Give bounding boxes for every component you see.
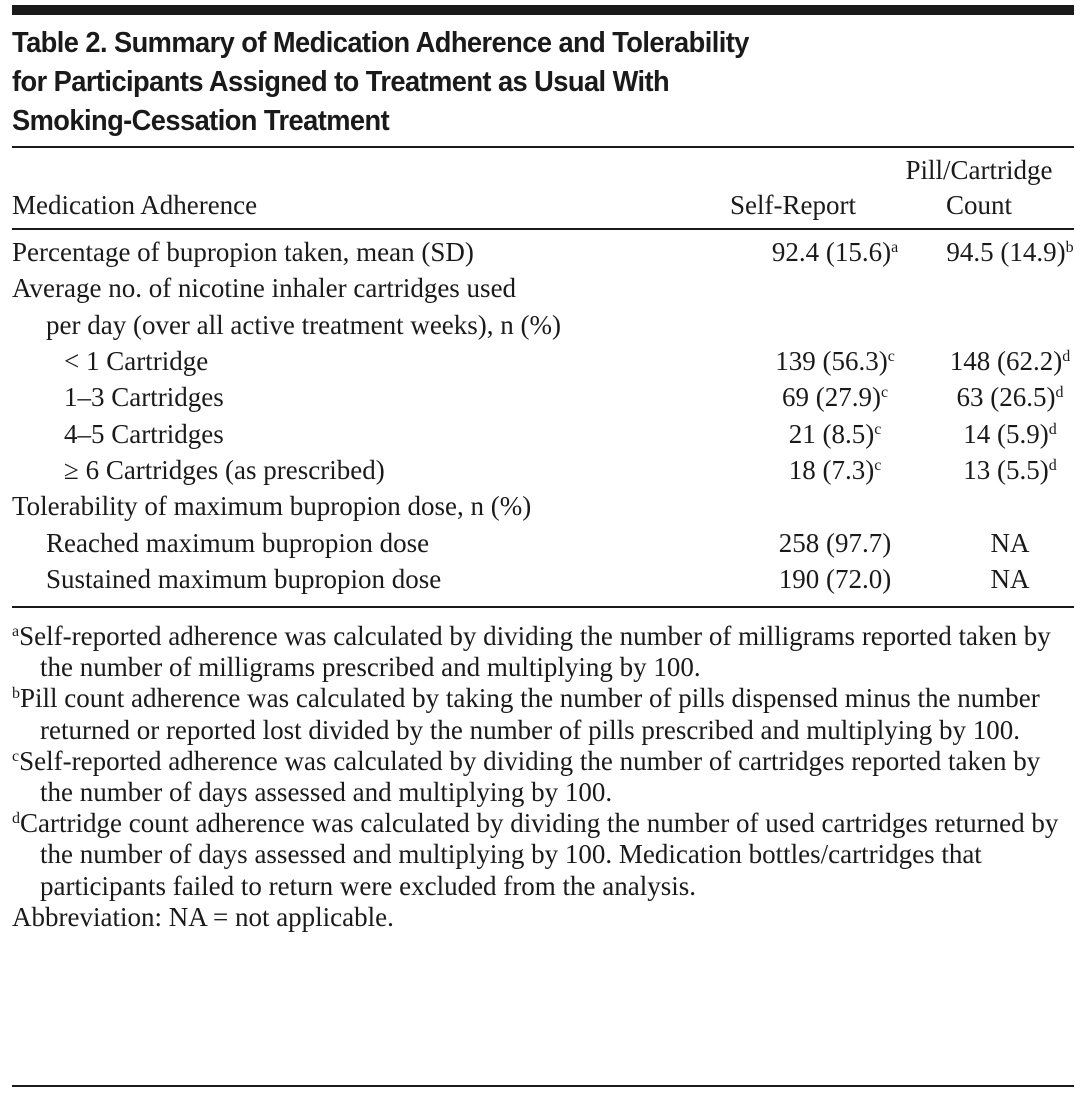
self-report-cell bbox=[724, 452, 946, 488]
cell-value: 13 (5.5) bbox=[963, 454, 1049, 485]
row-label: 1–3 Cartridges bbox=[64, 382, 224, 413]
table-row bbox=[12, 307, 1074, 343]
pill-count-cell bbox=[946, 415, 1074, 451]
footnote-mark: c bbox=[12, 747, 20, 765]
cell-value: 92.4 (15.6) bbox=[771, 237, 892, 268]
row-label: per day (over all active treatment weeks), n (%) bbox=[46, 309, 562, 340]
row-label: 4–5 Cartridges bbox=[64, 418, 224, 449]
title-line: for Participants Assigned to Treatment as Usual With bbox=[12, 66, 670, 98]
cell-value: 21 (8.5) bbox=[788, 418, 875, 449]
self-report-cell bbox=[724, 307, 946, 343]
table-row bbox=[12, 488, 1074, 524]
self-report-cell bbox=[724, 415, 946, 451]
cell-value: 148 (62.2) bbox=[949, 346, 1063, 377]
footnote-mark: a bbox=[891, 239, 899, 257]
table-row bbox=[12, 415, 1074, 451]
self-report-cell bbox=[724, 343, 946, 379]
title-line: Smoking-Cessation Treatment bbox=[12, 105, 390, 137]
header-pill-count-line1: Pill/Cartridge bbox=[905, 155, 1053, 185]
cell-value: 69 (27.9) bbox=[781, 382, 881, 413]
self-report-cell bbox=[724, 561, 946, 597]
abbreviation-note: Abbreviation: NA = not applicable. bbox=[12, 901, 394, 932]
footnote-mark: d bbox=[1062, 348, 1071, 366]
footnote-mark: d bbox=[1048, 420, 1057, 438]
footnote-mark: b bbox=[1065, 239, 1074, 257]
self-report-cell bbox=[724, 270, 946, 306]
pill-count-cell bbox=[946, 561, 1074, 597]
pill-count-cell bbox=[946, 270, 1074, 306]
cell-value: NA bbox=[990, 563, 1030, 594]
pill-count-cell bbox=[946, 524, 1074, 560]
header-self-report: Self-Report bbox=[730, 190, 856, 220]
footnote bbox=[12, 621, 1074, 683]
cell-value: 139 (56.3) bbox=[775, 346, 888, 377]
footnote-mark: d bbox=[12, 810, 20, 828]
footnote-text: Self-reported adherence was calculated by dividing the number of cartridges reported taken by the number of days assessed and multiplying by 100. bbox=[19, 745, 1041, 808]
body-rule bbox=[12, 606, 1074, 608]
pill-count-cell bbox=[946, 343, 1074, 379]
footnote-mark: d bbox=[1048, 456, 1057, 474]
footnote bbox=[12, 808, 1074, 902]
pill-count-cell bbox=[946, 307, 1074, 343]
table-row bbox=[12, 524, 1074, 560]
row-label: Average no. of nicotine inhaler cartridges used bbox=[12, 273, 517, 304]
self-report-cell bbox=[724, 379, 946, 415]
top-rule bbox=[12, 5, 1074, 15]
header-pill-count-line2: Count bbox=[945, 190, 1012, 220]
row-label: ≥ 6 Cartridges (as prescribed) bbox=[64, 454, 385, 485]
footnote-mark: b bbox=[12, 685, 20, 703]
cell-value: 18 (7.3) bbox=[788, 454, 875, 485]
footnote bbox=[12, 683, 1074, 745]
footnote-mark: d bbox=[1055, 384, 1064, 402]
footnote-mark: c bbox=[880, 384, 889, 402]
self-report-cell bbox=[724, 524, 946, 560]
row-label: Reached maximum bupropion dose bbox=[46, 527, 430, 558]
cell-value: 63 (26.5) bbox=[956, 382, 1056, 413]
cell-value: 258 (97.7) bbox=[778, 527, 892, 558]
pill-count-cell bbox=[946, 452, 1074, 488]
title-line: Table 2. Summary of Medication Adherence and Tolerability bbox=[12, 27, 749, 59]
table-row bbox=[12, 561, 1074, 597]
footnote-text: Cartridge count adherence was calculated by dividing the number of used cartridges returned by the number of days assessed and multiplying by 100. Medication bottles/cartridges that participants failed to return were excluded from the analysis. bbox=[20, 808, 1059, 901]
table-row bbox=[12, 234, 1074, 270]
row-label: < 1 Cartridge bbox=[64, 346, 209, 377]
header-rule bbox=[12, 228, 1074, 230]
table-row bbox=[12, 270, 1074, 306]
self-report-cell bbox=[724, 488, 946, 524]
footnote-mark: c bbox=[874, 456, 882, 474]
table-title bbox=[12, 24, 1008, 141]
table-header bbox=[12, 150, 1074, 226]
footnote-mark: a bbox=[12, 623, 20, 640]
row-label: Percentage of bupropion taken, mean (SD) bbox=[12, 237, 474, 268]
pill-count-cell bbox=[946, 379, 1074, 415]
table-row bbox=[12, 343, 1074, 379]
title-rule bbox=[12, 146, 1074, 148]
footnote-mark: c bbox=[887, 348, 895, 366]
row-label: Tolerability of maximum bupropion dose, n (%) bbox=[12, 491, 532, 522]
footnote bbox=[12, 746, 1074, 808]
cell-value: 190 (72.0) bbox=[778, 563, 892, 594]
cell-value: 14 (5.9) bbox=[963, 418, 1049, 449]
footnote-text: Self-reported adherence was calculated by dividing the number of milligrams reported taken by the number of milligrams prescribed and multiplying by 100. bbox=[19, 621, 1051, 683]
self-report-cell bbox=[724, 234, 946, 270]
footnotes bbox=[12, 621, 1074, 933]
table-row bbox=[12, 452, 1074, 488]
pill-count-cell bbox=[946, 488, 1074, 524]
header-medication-adherence: Medication Adherence bbox=[12, 190, 258, 220]
cell-value: NA bbox=[990, 527, 1030, 558]
pill-count-cell bbox=[946, 234, 1074, 270]
row-label: Sustained maximum bupropion dose bbox=[46, 563, 442, 594]
footnote-mark: c bbox=[874, 420, 882, 438]
table-row bbox=[12, 379, 1074, 415]
footnote-text: Pill count adherence was calculated by taking the number of pills dispensed minus the number returned or reported lost divided by the number of pills prescribed and multiplying by 100. bbox=[20, 683, 1040, 745]
data-table bbox=[12, 234, 1074, 597]
cell-value: 94.5 (14.9) bbox=[946, 237, 1066, 268]
bottom-rule bbox=[12, 1085, 1074, 1087]
